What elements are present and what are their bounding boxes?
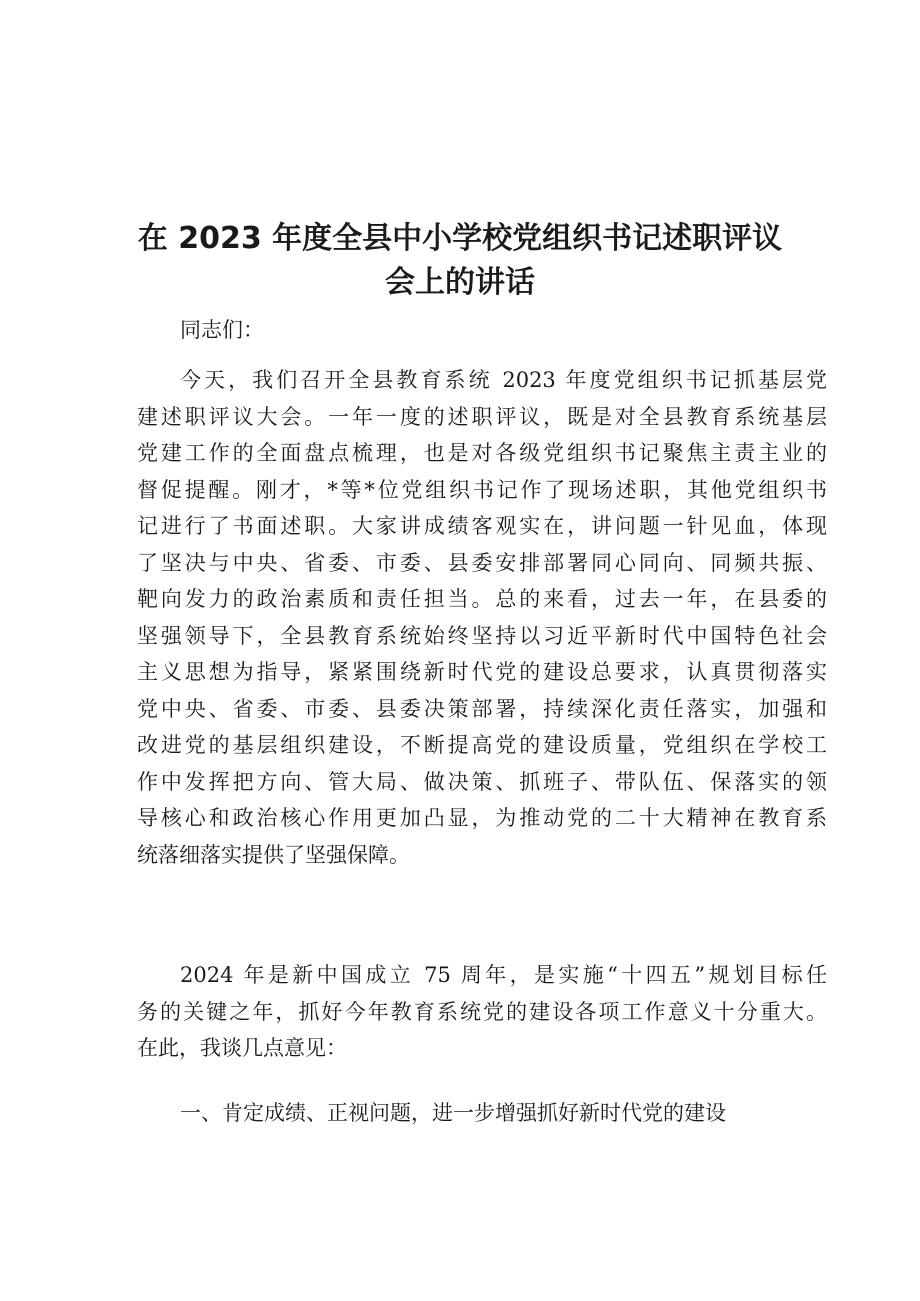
paragraph-line: 党建工作的全面盘点梳理，也是对各级党组织书记聚焦主责主业的: [137, 441, 827, 465]
section-heading-1: 一、肯定成绩、正视问题，进一步增强抓好新时代党的建设: [180, 1101, 726, 1125]
document-title-line1: 在 2023 年度全县中小学校党组织书记述职评议: [137, 221, 783, 256]
paragraph-1: [137, 362, 827, 873]
paragraph-line: 在此，我谈几点意见：: [137, 1036, 347, 1060]
paragraph-line: 督促提醒。刚才，*等*位党组织书记作了现场述职，其他党组织书: [137, 477, 827, 502]
paragraph-line: 了坚决与中央、省委、市委、县委安排部署同心同向、同频共振、: [137, 550, 827, 575]
salutation: 同志们：: [180, 318, 264, 342]
paragraph-line: 靶向发力的政治素质和责任担当。总的来看，过去一年，在县委的: [137, 587, 827, 611]
paragraph-line: 主义思想为指导，紧紧围绕新时代党的建设总要求，认真贯彻落实: [137, 660, 827, 684]
paragraph-line: 导核心和政治核心作用更加凸显，为推动党的二十大精神在教育系: [137, 806, 827, 830]
paragraph-line: 改进党的基层组织建设，不断提高党的建设质量，党组织在学校工: [137, 733, 827, 757]
paragraph-line: 党中央、省委、市委、县委决策部署，持续深化责任落实，加强和: [137, 696, 827, 721]
paragraph-line: 务的关键之年，抓好今年教育系统党的建设各项工作意义十分重大。: [137, 999, 827, 1024]
paragraph-line: 作中发挥把方向、管大局、做决策、抓班子、带队伍、保落实的领: [137, 769, 827, 794]
paragraph-line: 坚强领导下，全县教育系统始终坚持以习近平新时代中国特色社会: [137, 623, 827, 648]
paragraph-2: [137, 957, 827, 1067]
paragraph-line: 记进行了书面述职。大家讲成绩客观实在，讲问题一针见血，体现: [137, 514, 827, 538]
paragraph-line: 2024 年是新中国成立 75 周年，是实施“十四五”规划目标任: [180, 963, 827, 987]
document-title-line2: 会上的讲话: [385, 265, 535, 300]
paragraph-line: 今天，我们召开全县教育系统 2023 年度党组织书记抓基层党: [180, 368, 827, 392]
paragraph-line: 建述职评议大会。一年一度的述职评议，既是对全县教育系统基层: [137, 404, 827, 429]
paragraph-line: 统落细落实提供了坚强保障。: [137, 842, 410, 867]
